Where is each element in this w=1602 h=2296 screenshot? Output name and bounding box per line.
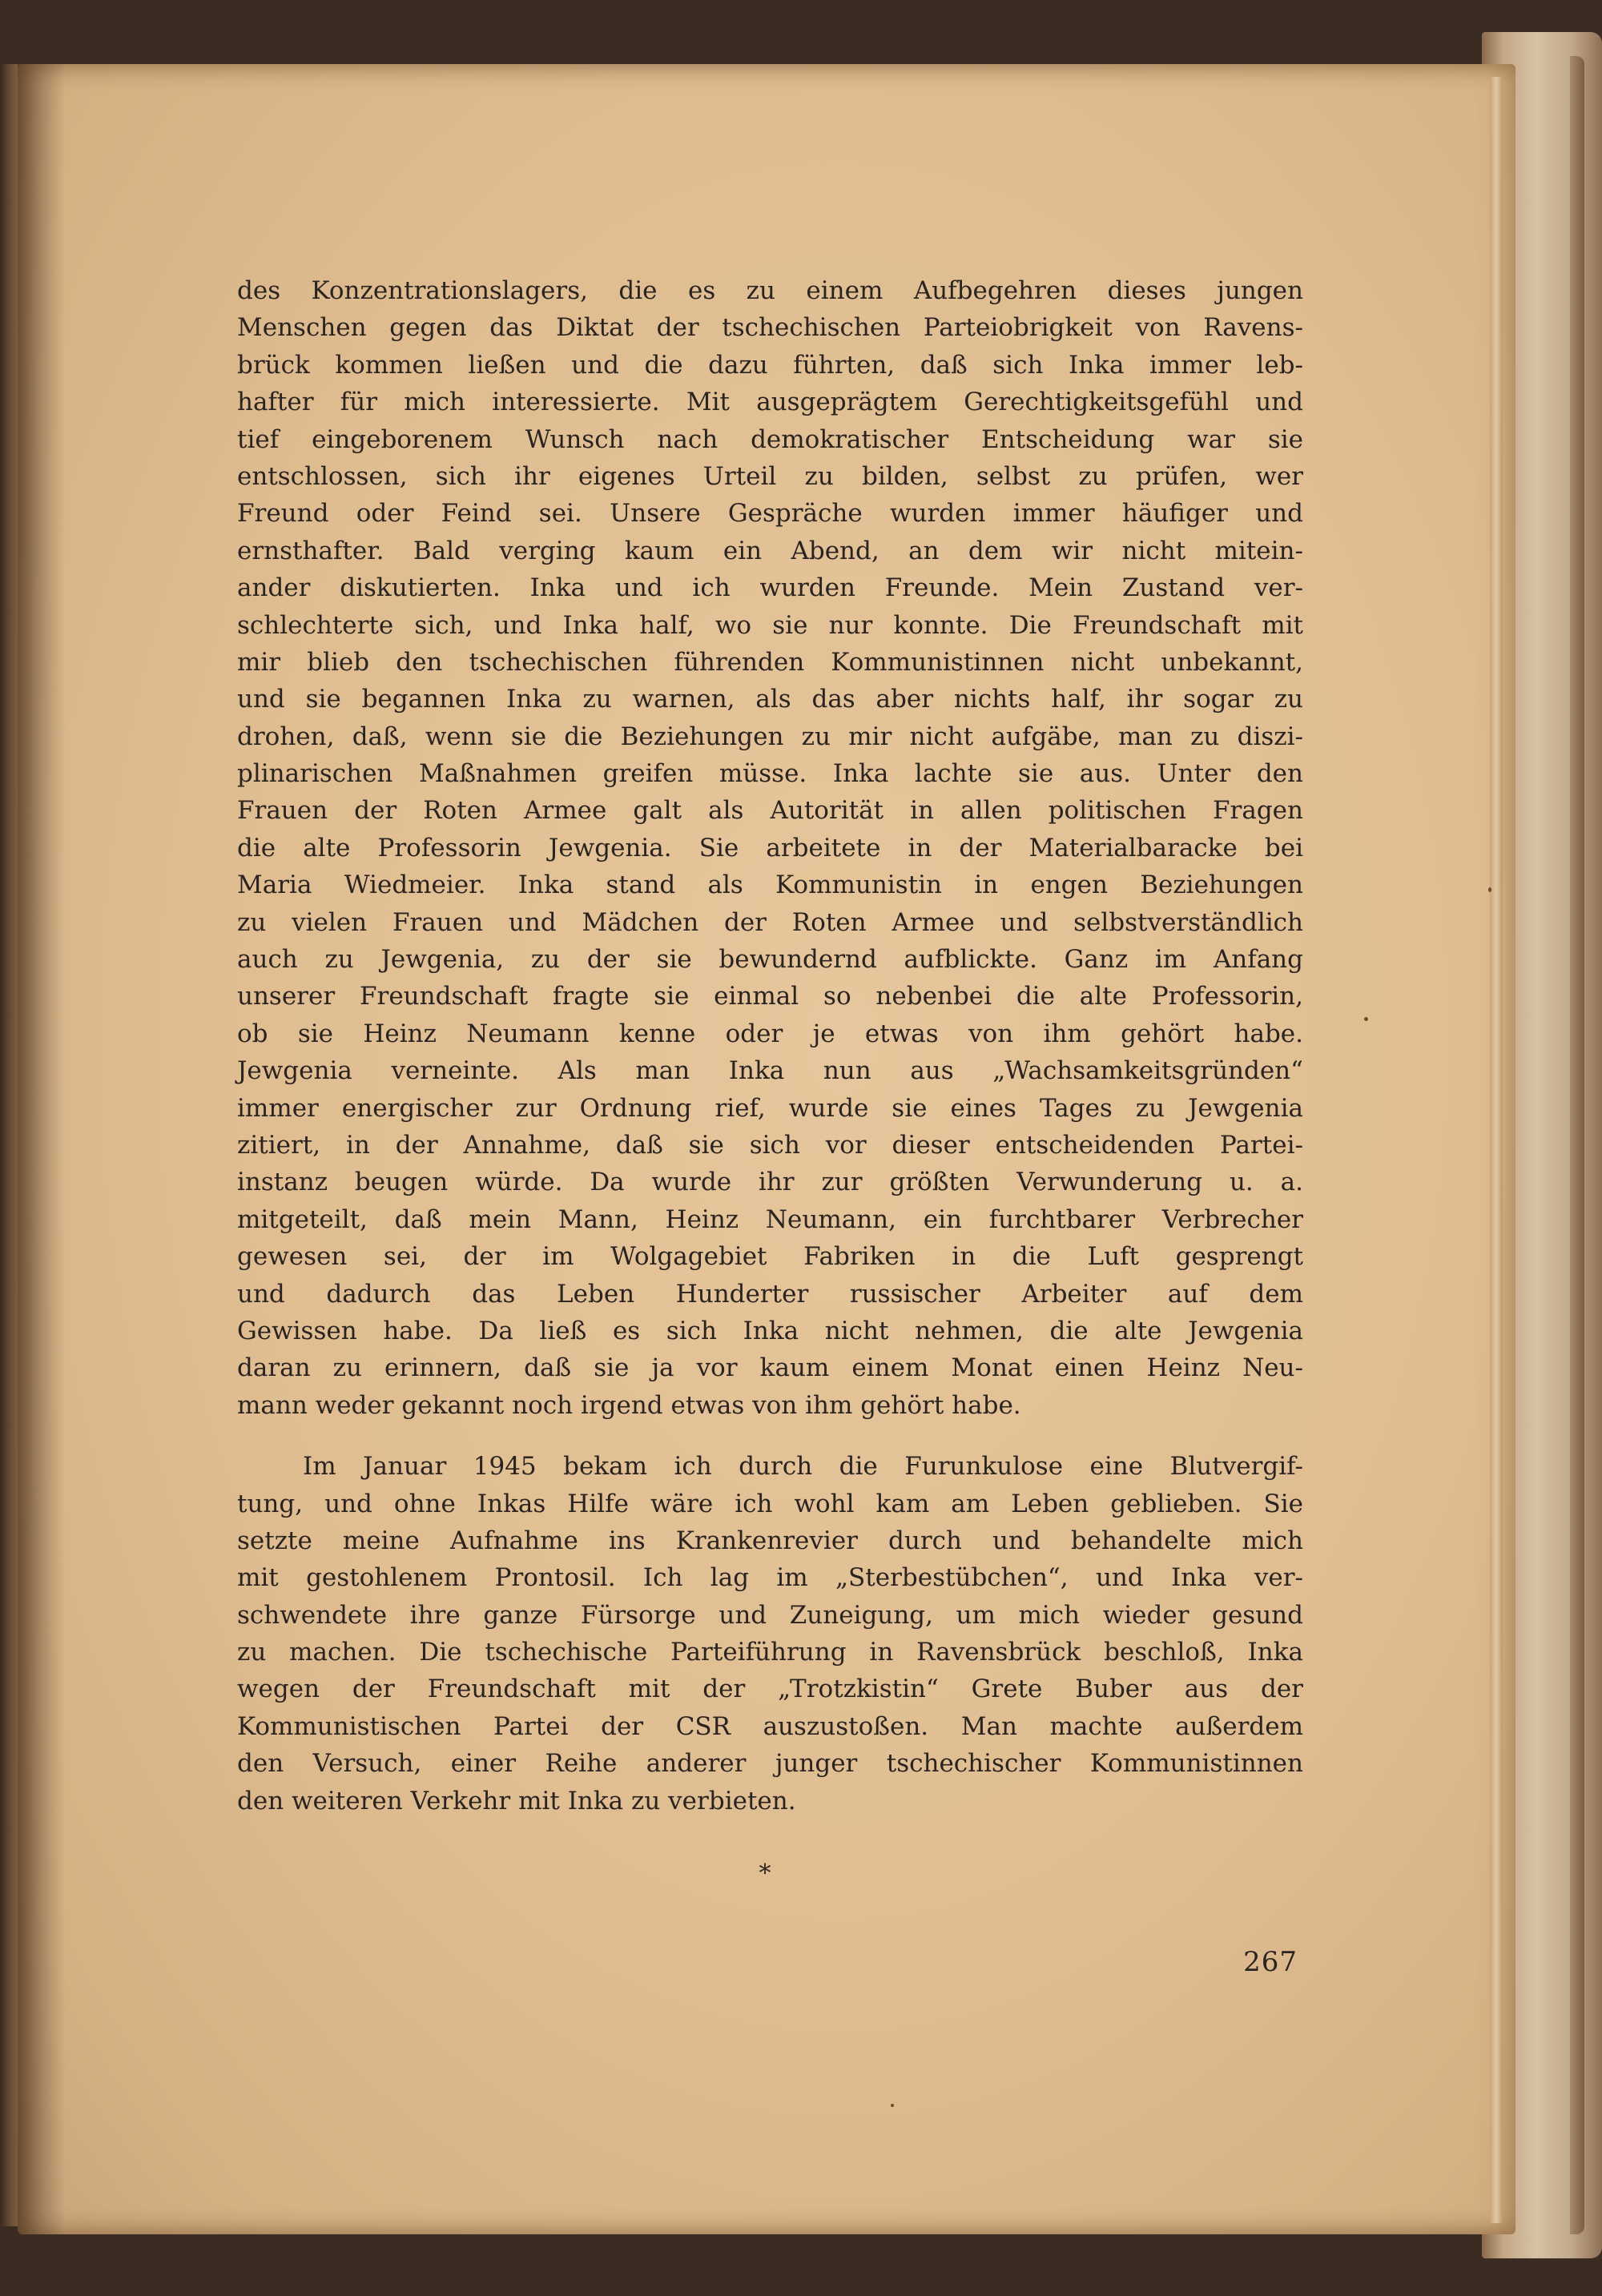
text-line: ander diskutierten. Inka und ich wurden Freunde. Mein Zustand ver- — [237, 573, 1303, 603]
text-line: Frauen der Roten Armee galt als Autorität in allen politischen Fragen — [237, 796, 1303, 826]
text-line: drohen, daß, wenn sie die Beziehungen zu mir nicht aufgäbe, man zu diszi- — [237, 722, 1303, 751]
text-line: hafter für mich interessierte. Mit ausgeprägtem Gerechtigkeitsgefühl und — [237, 388, 1303, 417]
text-line: ob sie Heinz Neumann kenne oder je etwas von ihm gehört habe. — [237, 1019, 1303, 1048]
paper-speck — [1364, 1017, 1368, 1021]
paper-speck — [1488, 887, 1491, 892]
text-line: Kommunistischen Partei der CSR auszustoßen. Man machte außerdem — [237, 1711, 1303, 1741]
paper-speck — [891, 2104, 894, 2107]
text-line: immer energischer zur Ordnung rief, wurde sie eines Tages zu Jewgenia — [237, 1093, 1303, 1123]
text-line: den Versuch, einer Reihe anderer junger tschechischer Kommunistinnen — [237, 1749, 1303, 1779]
text-line: Menschen gegen das Diktat der tschechischen Parteiobrigkeit von Ravens- — [237, 313, 1303, 343]
paragraph-gap — [237, 1424, 1303, 1448]
text-line: des Konzentrationslagers, die es zu einem Aufbegehren dieses jungen — [237, 276, 1303, 305]
text-line: mir blieb den tschechischen führenden Kommunistinnen nicht unbekannt, — [237, 647, 1303, 677]
page-number: 267 — [1243, 1946, 1298, 1978]
text-line: zu machen. Die tschechische Parteiführung in Ravensbrück beschloß, Inka — [237, 1638, 1303, 1667]
text-line: gewesen sei, der im Wolgagebiet Fabriken in die Luft gesprengt — [237, 1242, 1303, 1272]
text-line: und dadurch das Leben Hunderter russischer Arbeiter auf dem — [237, 1279, 1303, 1309]
text-line: schwendete ihre ganze Fürsorge und Zuneigung, um mich wieder gesund — [237, 1600, 1303, 1630]
text-line: zu vielen Frauen und Mädchen der Roten Armee und selbstverständlich — [237, 907, 1303, 937]
text-line: die alte Professorin Jewgenia. Sie arbeitete in der Materialbaracke bei — [237, 833, 1303, 863]
text-line: daran zu erinnern, daß sie ja vor kaum einem Monat einen Heinz Neu- — [237, 1353, 1303, 1383]
text-line: Freund oder Feind sei. Unsere Gespräche wurden immer häufiger und — [237, 499, 1303, 529]
text-line: auch zu Jewgenia, zu der sie bewundernd aufblickte. Ganz im Anfang — [237, 945, 1303, 975]
text-line: brück kommen ließen und die dazu führten, daß sich Inka immer leb- — [237, 350, 1303, 380]
paragraph — [237, 1448, 1303, 1820]
text-line: zitiert, in der Annahme, daß sie sich vor dieser entscheidenden Partei- — [237, 1130, 1303, 1160]
text-line: tief eingeborenem Wunsch nach demokratischer Entscheidung war sie — [237, 424, 1303, 454]
text-line: tung, und ohne Inkas Hilfe wäre ich wohl kam am Leben geblieben. Sie — [237, 1489, 1303, 1518]
text-line: Maria Wiedmeier. Inka stand als Kommunistin in engen Beziehungen — [237, 871, 1303, 900]
section-break-asterisk: * — [759, 1860, 771, 1888]
text-line: setzte meine Aufnahme ins Krankenrevier durch und behandelte mich — [237, 1526, 1303, 1555]
spine-shadow — [18, 64, 66, 2234]
text-line: entschlossen, sich ihr eigenes Urteil zu bilden, selbst zu prüfen, wer — [237, 461, 1303, 491]
page-fore-edge — [1490, 77, 1503, 2223]
text-line: unserer Freundschaft fragte sie einmal so nebenbei die alte Professorin, — [237, 982, 1303, 1011]
text-line: schlechterte sich, und Inka half, wo sie nur konnte. Die Freundschaft mit — [237, 610, 1303, 640]
text-line: Im Januar 1945 bekam ich durch die Furunkulose eine Blutvergif- — [303, 1452, 1303, 1482]
text-line: Gewissen habe. Da ließ es sich Inka nicht nehmen, die alte Jewgenia — [237, 1316, 1303, 1345]
text-line: wegen der Freundschaft mit der „Trotzkistin“ Grete Buber aus der — [237, 1675, 1303, 1704]
book-cover-edge — [1570, 56, 1584, 2234]
text-line: den weiteren Verkehr mit Inka zu verbieten. — [237, 1786, 796, 1815]
text-line: Jewgenia verneinte. Als man Inka nun aus „Wachsamkeitsgründen“ — [237, 1056, 1303, 1086]
text-line: ernsthafter. Bald verging kaum ein Abend, an dem wir nicht mitein- — [237, 536, 1303, 565]
body-text — [237, 272, 1303, 1820]
text-line: instanz beugen würde. Da wurde ihr zur größten Verwunderung u. a. — [237, 1168, 1303, 1197]
text-line: mann weder gekannt noch irgend etwas von ihm gehört habe. — [237, 1390, 1021, 1420]
text-line: plinarischen Maßnahmen greifen müsse. Inka lachte sie aus. Unter den — [237, 759, 1303, 789]
text-line: und sie begannen Inka zu warnen, als das aber nichts half, ihr sogar zu — [237, 685, 1303, 714]
text-line: mit gestohlenem Prontosil. Ich lag im „Sterbestübchen“, und Inka ver- — [237, 1563, 1303, 1593]
paragraph — [237, 272, 1303, 1424]
text-line: mitgeteilt, daß mein Mann, Heinz Neumann, ein furchtbarer Verbrecher — [237, 1204, 1303, 1234]
